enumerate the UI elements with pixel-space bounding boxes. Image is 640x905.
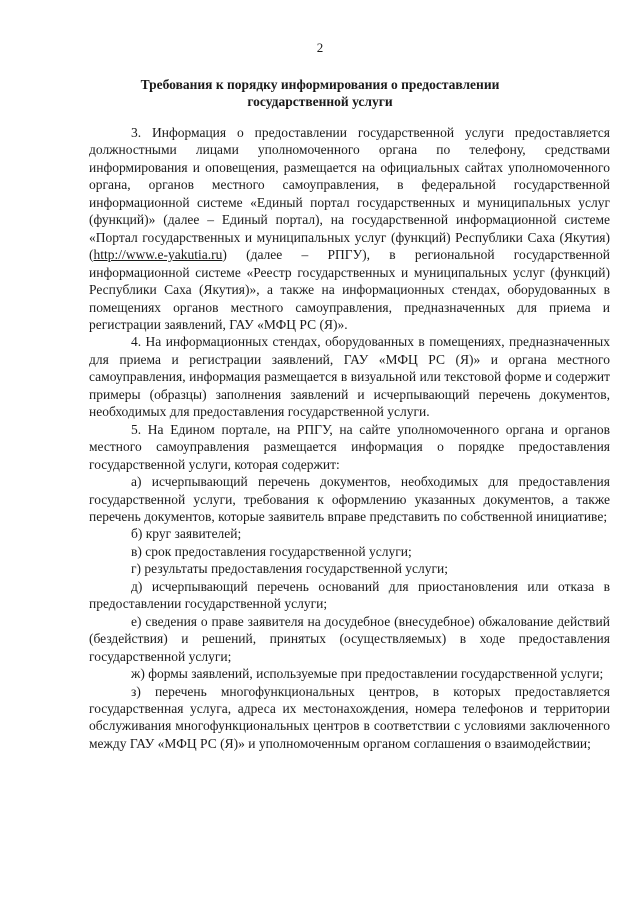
paragraph-5: 5. На Едином портале, на РПГУ, на сайте уполномоченного органа и органов местного самоуправления размещается информация о порядке предоставления государственной услуги, которая содержит: — [89, 421, 610, 472]
list-item-b: б) круг заявителей; — [131, 526, 242, 542]
document-body — [89, 124, 610, 752]
list-item-g: г) результаты предоставления государственной услуги; — [131, 561, 449, 577]
paragraph-3-text-end: ) (далее – РПГУ), в региональной государственной информационной системе «Реестр государственных и муниципальных услуг (функций) Республики Саха (Якутия)», а также на информационных стендах, оборудованных в помещениях органов местного самоуправления, предназначенных для приема и регистрации заявлений, ГАУ «МФЦ РС (Я)». — [89, 247, 610, 332]
section-title-line-2: государственной услуги — [247, 94, 393, 109]
paragraph-3-text-start: 3. Информация о предоставлении государственной услуги предоставляется должностными лицами уполномоченного органа по телефону, средствами информирования и оповещения, размещается на официальных сайтах уполномоченного органа, органов местного самоуправления, в федеральной государственной информационной системе «Единый портал государственных и муниципальных услуг (функций)» (далее – Единый портал), на государственной информационной системе «Портал государственных и муниципальных услуг (функций) Республики Саха (Якутия) ( — [89, 125, 610, 263]
section-title — [100, 76, 540, 110]
list-item-e: е) сведения о праве заявителя на досудебное (внесудебное) обжалование действий (бездействия) и решений, принятых (осуществляемых) в ходе предоставления государственной услуги; — [89, 613, 610, 664]
list-item-v: в) срок предоставления государственной услуги; — [131, 543, 412, 559]
section-title-line-1: Требования к порядку информирования о предоставлении — [140, 77, 500, 92]
paragraph-4: 4. На информационных стендах, оборудованных в помещениях, предназначенных для приема и регистрации заявлений, ГАУ «МФЦ РС (Я)» и органа местного самоуправления, информация размещается в визуальной или текстовой форме и содержит примеры (образцы) заполнения заявлений и исчерпывающий перечень документов, необходимых для предоставления государственной услуги. — [89, 334, 610, 420]
page-number: 2 — [316, 40, 324, 55]
list-item-d: д) исчерпывающий перечень оснований для приостановления или отказа в предоставлении государственной услуги; — [89, 578, 610, 612]
list-item-zh: ж) формы заявлений, используемые при предоставлении государственной услуги; — [131, 666, 604, 682]
list-item-a: а) исчерпывающий перечень документов, необходимых для предоставления государственной услуги, требования к оформлению указанных документов, а также перечень документов, которые заявитель вправе представить по собственной инициативе; — [89, 474, 610, 524]
list-item-z: з) перечень многофункциональных центров, в которых предоставляется государственная услуга, адреса их местонахождения, номера телефонов и территории обслуживания многофункциональных центров в соответствии с условиями заключенного между ГАУ «МФЦ РС (Я)» и уполномоченным органом соглашения о взаимодействии; — [89, 683, 610, 751]
portal-link[interactable]: http://www.e-yakutia.ru — [93, 247, 223, 263]
paragraph-3 — [89, 124, 610, 333]
